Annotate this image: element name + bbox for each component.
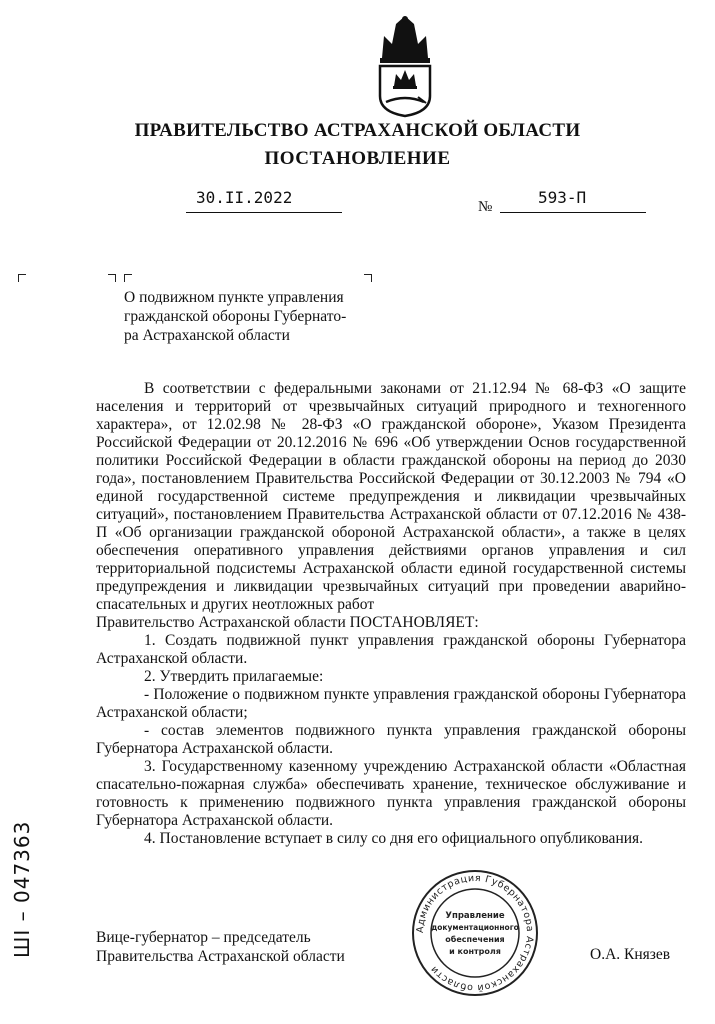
item-4-paragraph: 4. Постановление вступает в силу со дня его официального опубликования. <box>144 830 644 847</box>
corner-mark <box>124 274 132 282</box>
subject-line: гражданской обороны Губернато- <box>124 308 347 325</box>
number-underline <box>500 212 646 213</box>
svg-text:документационного: документационного <box>431 923 519 932</box>
position-line: Вице-губернатор – председатель <box>96 929 311 946</box>
document-date: 30.II.2022 <box>196 188 293 207</box>
organization-title: ПРАВИТЕЛЬСТВО АСТРАХАНСКОЙ ОБЛАСТИ <box>134 120 581 141</box>
corner-mark <box>364 274 372 282</box>
position-line: Правительства Астраханской области <box>96 948 345 965</box>
svg-text:Администрация Губернатора Астр: Администрация Губернатора Астраханской области <box>414 872 536 994</box>
item-2-paragraph: 2. Утвердить прилагаемые: <box>144 668 324 685</box>
signatory-position <box>96 928 345 966</box>
subject-line: О подвижном пункте управления <box>124 289 344 306</box>
resolution-paragraph: Правительство Астраханской области ПОСТАНОВЛЯЕТ: <box>96 614 479 631</box>
number-sign: № <box>478 199 493 215</box>
date-underline <box>186 212 342 213</box>
svg-text:Управление: Управление <box>445 911 505 921</box>
subject-line: ра Астраханской области <box>124 327 290 344</box>
coat-of-arms-icon <box>374 14 436 118</box>
document-number: 593-П <box>538 188 587 207</box>
item-2-sub-1: - Положение о подвижном пункте управления гражданской обороны Губернатора Астраханской области; <box>96 686 686 721</box>
corner-mark <box>108 274 116 282</box>
signatory-name: О.А. Князев <box>590 946 671 963</box>
document-subject <box>124 288 374 345</box>
svg-text:обеспечения: обеспечения <box>445 935 505 944</box>
official-stamp <box>410 868 540 998</box>
side-serial-number: ШI – 047363 <box>10 820 34 958</box>
document-body <box>96 380 686 848</box>
document-type: ПОСТАНОВЛЕНИЕ <box>264 148 451 169</box>
item-2-sub-2: - состав элементов подвижного пункта управления гражданской обороны Губернатора Астраханской области. <box>96 722 686 757</box>
svg-text:и контроля: и контроля <box>449 947 501 956</box>
preamble-paragraph: В соответствии с федеральными законами от 21.12.94 № 68-ФЗ «О защите населения и территорий от чрезвычайных ситуаций природного и техногенного характера», от 12.02.98 № 28-ФЗ «О гражданской обороне», Указом Президента Российской Федерации от 20.12.2016 № 696 «Об утверждении Основ государственной политики Российской Федерации в области гражданской обороны на период до 2030 года», постановлением Правительства Российской Федерации от 30.12.2003 № 794 «О единой государственной системе предупреждения и ликвидации чрезвычайных ситуаций», постановлением Правительства Астраханской области от 07.12.2016 № 438-П «Об организации гражданской обороной Астраханской области», а также в целях обеспечения оперативного управления действиями органов управления и сил территориальной подсистемы Астраханской области единой государственной системы предупреждения и ликвидации чрезвычайных ситуаций при проведении аварийно-спасательных и других неотложных работ <box>96 380 686 613</box>
item-1-paragraph: 1. Создать подвижной пункт управления гражданской обороны Губернатора Астраханской области. <box>96 632 686 667</box>
item-3-paragraph: 3. Государственному казенному учреждению Астраханской области «Областная спасательно-пожарная служба» обеспечивать хранение, техническое обслуживание и готовность к применению подвижного пункта управления гражданской обороны Губернатора Астраханской области. <box>96 758 686 829</box>
corner-mark <box>18 274 26 282</box>
